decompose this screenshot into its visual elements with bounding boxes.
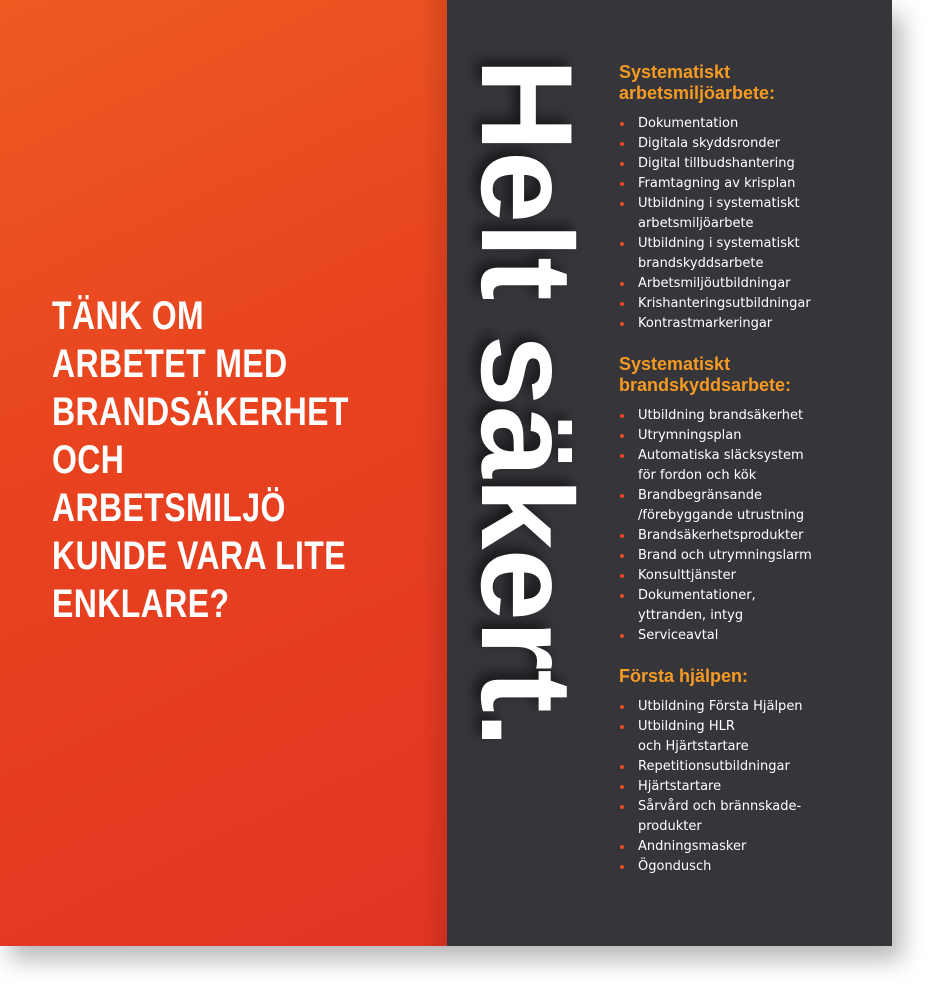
list-item: Utbildning i systematiskt brandskyddsarbete [619,234,887,274]
section-brandskydd [619,354,887,646]
dark-panel [447,0,892,946]
list-item: Serviceavtal [619,626,887,646]
list-item: Kontrastmarkeringar [619,314,887,334]
list-item: Andningsmasker [619,837,887,857]
list-item: Automatiska släcksystem för fordon och kök [619,446,887,486]
section-title: Systematiskt brandskyddsarbete: [619,354,792,395]
list-item: Digital tillbudshantering [619,154,887,174]
list-item: Brandsäkerhetsprodukter [619,526,887,546]
list-item: Konsulttjänster [619,566,887,586]
list-item: Hjärtstartare [619,777,887,797]
list-item: Utrymningsplan [619,426,887,446]
list-item: Dokumentationer, yttranden, intyg [619,586,887,626]
section-items [619,114,887,334]
list-item: Ögondusch [619,857,887,877]
list-item: Brandbegränsande /förebyggande utrustning [619,486,887,526]
section-forsta-hjalpen [619,666,887,877]
section-title: Systematiskt arbetsmiljöarbete: [619,62,776,103]
list-item: Digitala skyddsronder [619,134,887,154]
list-item: Brand och utrymningslarm [619,546,887,566]
section-items [619,406,887,646]
list-item: Framtagning av krisplan [619,174,887,194]
orange-panel [0,0,447,946]
list-item: Sårvård och brännskade- produkter [619,797,887,837]
headline: TÄNK OM ARBETET MED BRANDSÄKERHET OCH ARBETSMILJÖ KUNDE VARA LITE ENKLARE? [52,294,349,626]
vertical-title: Helt säkert. [454,58,600,747]
list-item: Krishanteringsutbildningar [619,294,887,314]
list-item: Utbildning brandsäkerhet [619,406,887,426]
services-list [619,62,887,897]
list-item: Dokumentation [619,114,887,134]
list-item: Repetitionsutbildningar [619,757,887,777]
section-title: Första hjälpen: [619,666,749,686]
list-item: Utbildning Första Hjälpen [619,697,887,717]
list-item: Utbildning i systematiskt arbetsmiljöarbete [619,194,887,234]
section-items [619,697,887,877]
list-item: Arbetsmiljöutbildningar [619,274,887,294]
list-item: Utbildning HLR och Hjärtstartare [619,717,887,757]
section-arbetsmiljo [619,62,887,334]
